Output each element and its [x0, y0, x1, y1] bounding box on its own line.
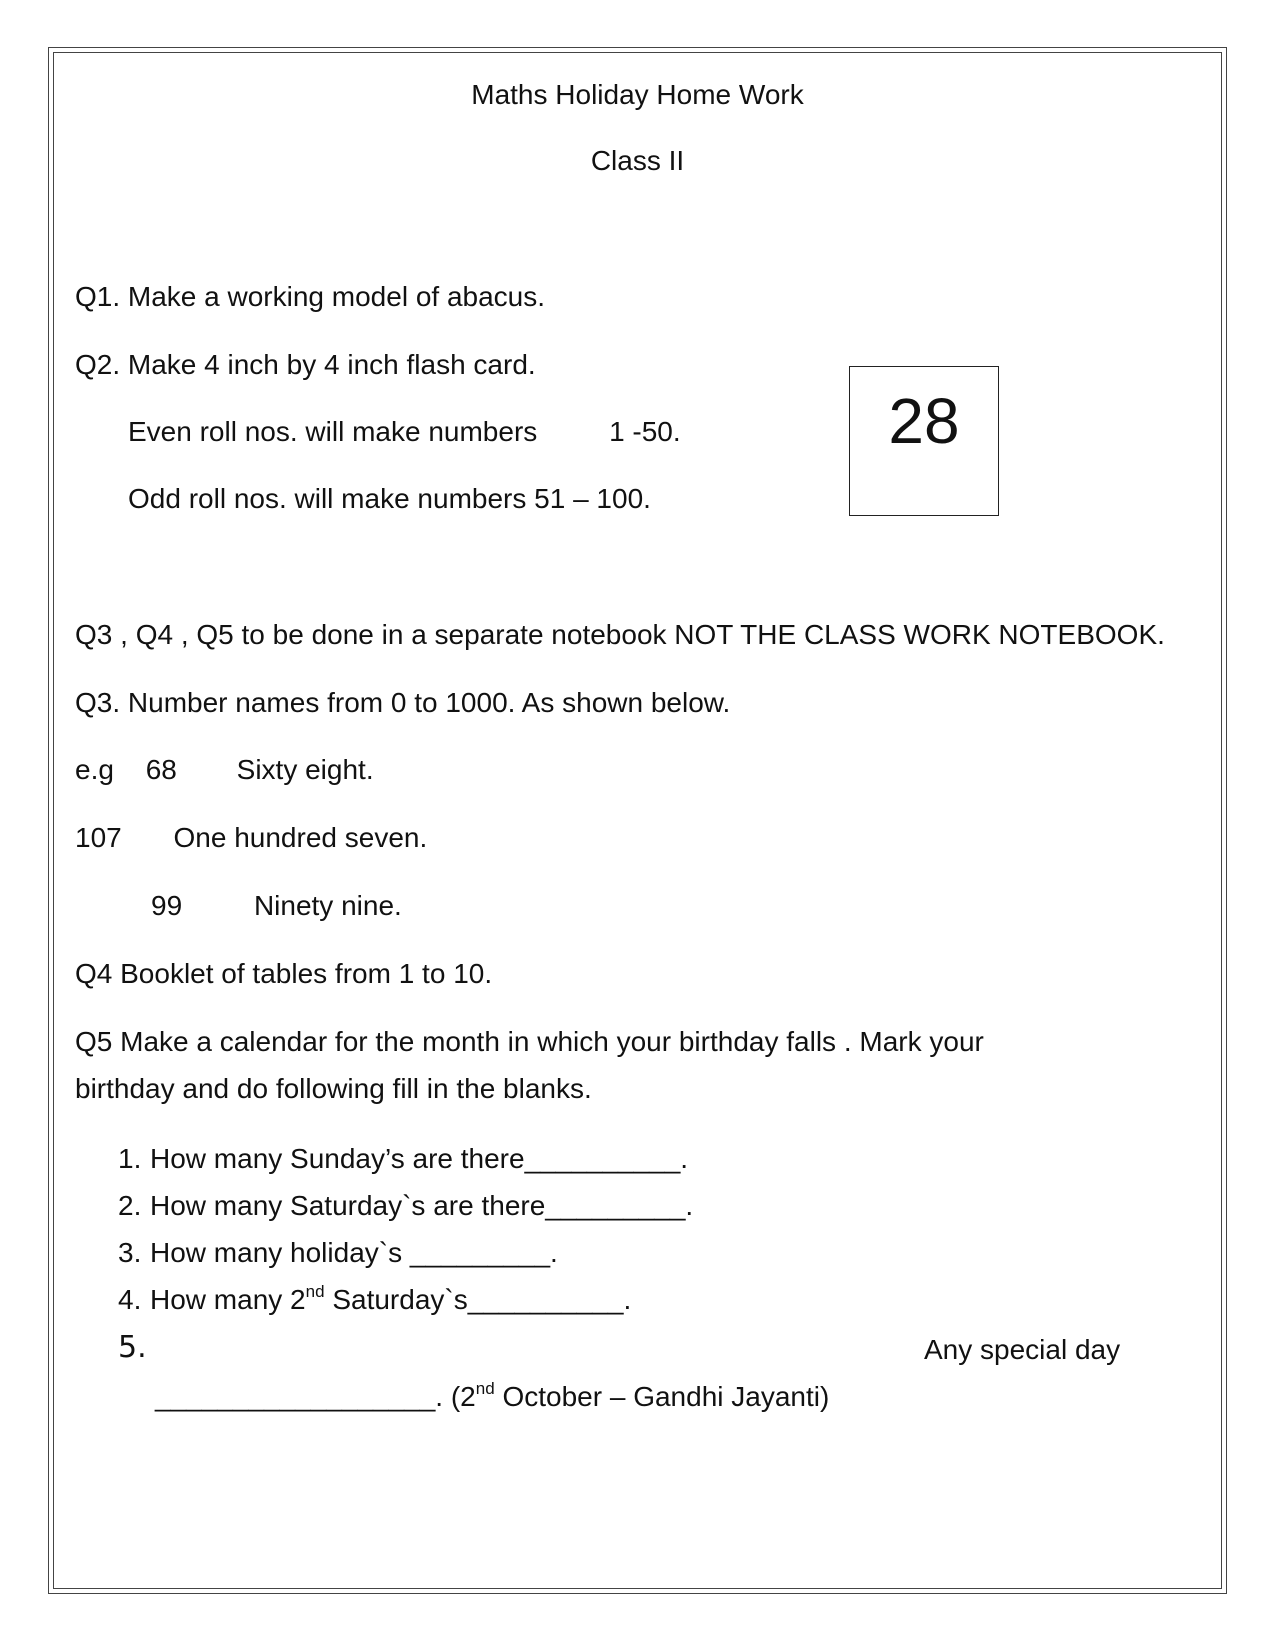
- fill-blank-item: [118, 1283, 631, 1317]
- question-5-line-1: Q5 Make a calendar for the month in which your birthday falls . Mark your: [75, 1026, 984, 1057]
- class-label: Class II: [590, 145, 685, 176]
- item-5-blank-line: [155, 1380, 829, 1414]
- question-1: Q1. Make a working model of abacus.: [75, 281, 546, 312]
- ordinal-suffix: nd: [475, 1379, 495, 1398]
- example-name: Sixty eight.: [236, 754, 374, 785]
- item-text-post: Saturday`s__________.: [324, 1284, 632, 1315]
- item-text: How many Sunday’s are there__________.: [150, 1143, 689, 1174]
- example-label: e.g: [75, 754, 114, 785]
- notebook-note: Q3 , Q4 , Q5 to be done in a separate notebook NOT THE CLASS WORK NOTEBOOK.: [75, 619, 1165, 650]
- page-title: Maths Holiday Home Work: [471, 79, 804, 110]
- item-5-number: 5.: [118, 1330, 147, 1365]
- odd-roll-instruction: Odd roll nos. will make numbers 51 – 100.: [128, 483, 651, 514]
- example-name: Ninety nine.: [253, 890, 402, 921]
- example-number: 107: [75, 822, 122, 853]
- example-row: [151, 889, 402, 923]
- example-number: 68: [145, 754, 177, 785]
- item-number: 1.: [118, 1143, 142, 1174]
- example-row: [75, 821, 427, 855]
- item-text: How many Saturday`s are there_________.: [150, 1190, 694, 1221]
- example-row: [75, 753, 374, 787]
- fill-blank-item: [118, 1236, 558, 1270]
- item-number: 3.: [118, 1237, 142, 1268]
- even-roll-range: 1 -50.: [609, 416, 681, 447]
- example-name: One hundred seven.: [173, 822, 428, 853]
- question-3: Q3. Number names from 0 to 1000. As shown below.: [75, 687, 731, 718]
- example-number: 99: [151, 890, 183, 921]
- flash-card-number: 28: [888, 385, 960, 457]
- item-number: 2.: [118, 1190, 142, 1221]
- even-roll-label: Even roll nos. will make numbers: [128, 416, 538, 447]
- item-5-blank: __________________. (2: [155, 1381, 476, 1412]
- fill-blank-item: [118, 1189, 693, 1223]
- ordinal-suffix: nd: [305, 1282, 325, 1301]
- item-number: 4.: [118, 1284, 142, 1315]
- question-5-line-2: birthday and do following fill in the blanks.: [75, 1073, 592, 1104]
- item-text: How many holiday`s _________.: [150, 1237, 558, 1268]
- item-5-label: Any special day: [924, 1334, 1121, 1365]
- item-text-pre: How many 2: [150, 1284, 306, 1315]
- even-roll-instruction: [128, 415, 681, 449]
- flash-card-sample: [849, 366, 999, 516]
- question-2: Q2. Make 4 inch by 4 inch flash card.: [75, 349, 536, 380]
- fill-blank-item: [118, 1142, 688, 1176]
- question-4: Q4 Booklet of tables from 1 to 10.: [75, 958, 493, 989]
- item-5-example: October – Gandhi Jayanti): [494, 1381, 830, 1412]
